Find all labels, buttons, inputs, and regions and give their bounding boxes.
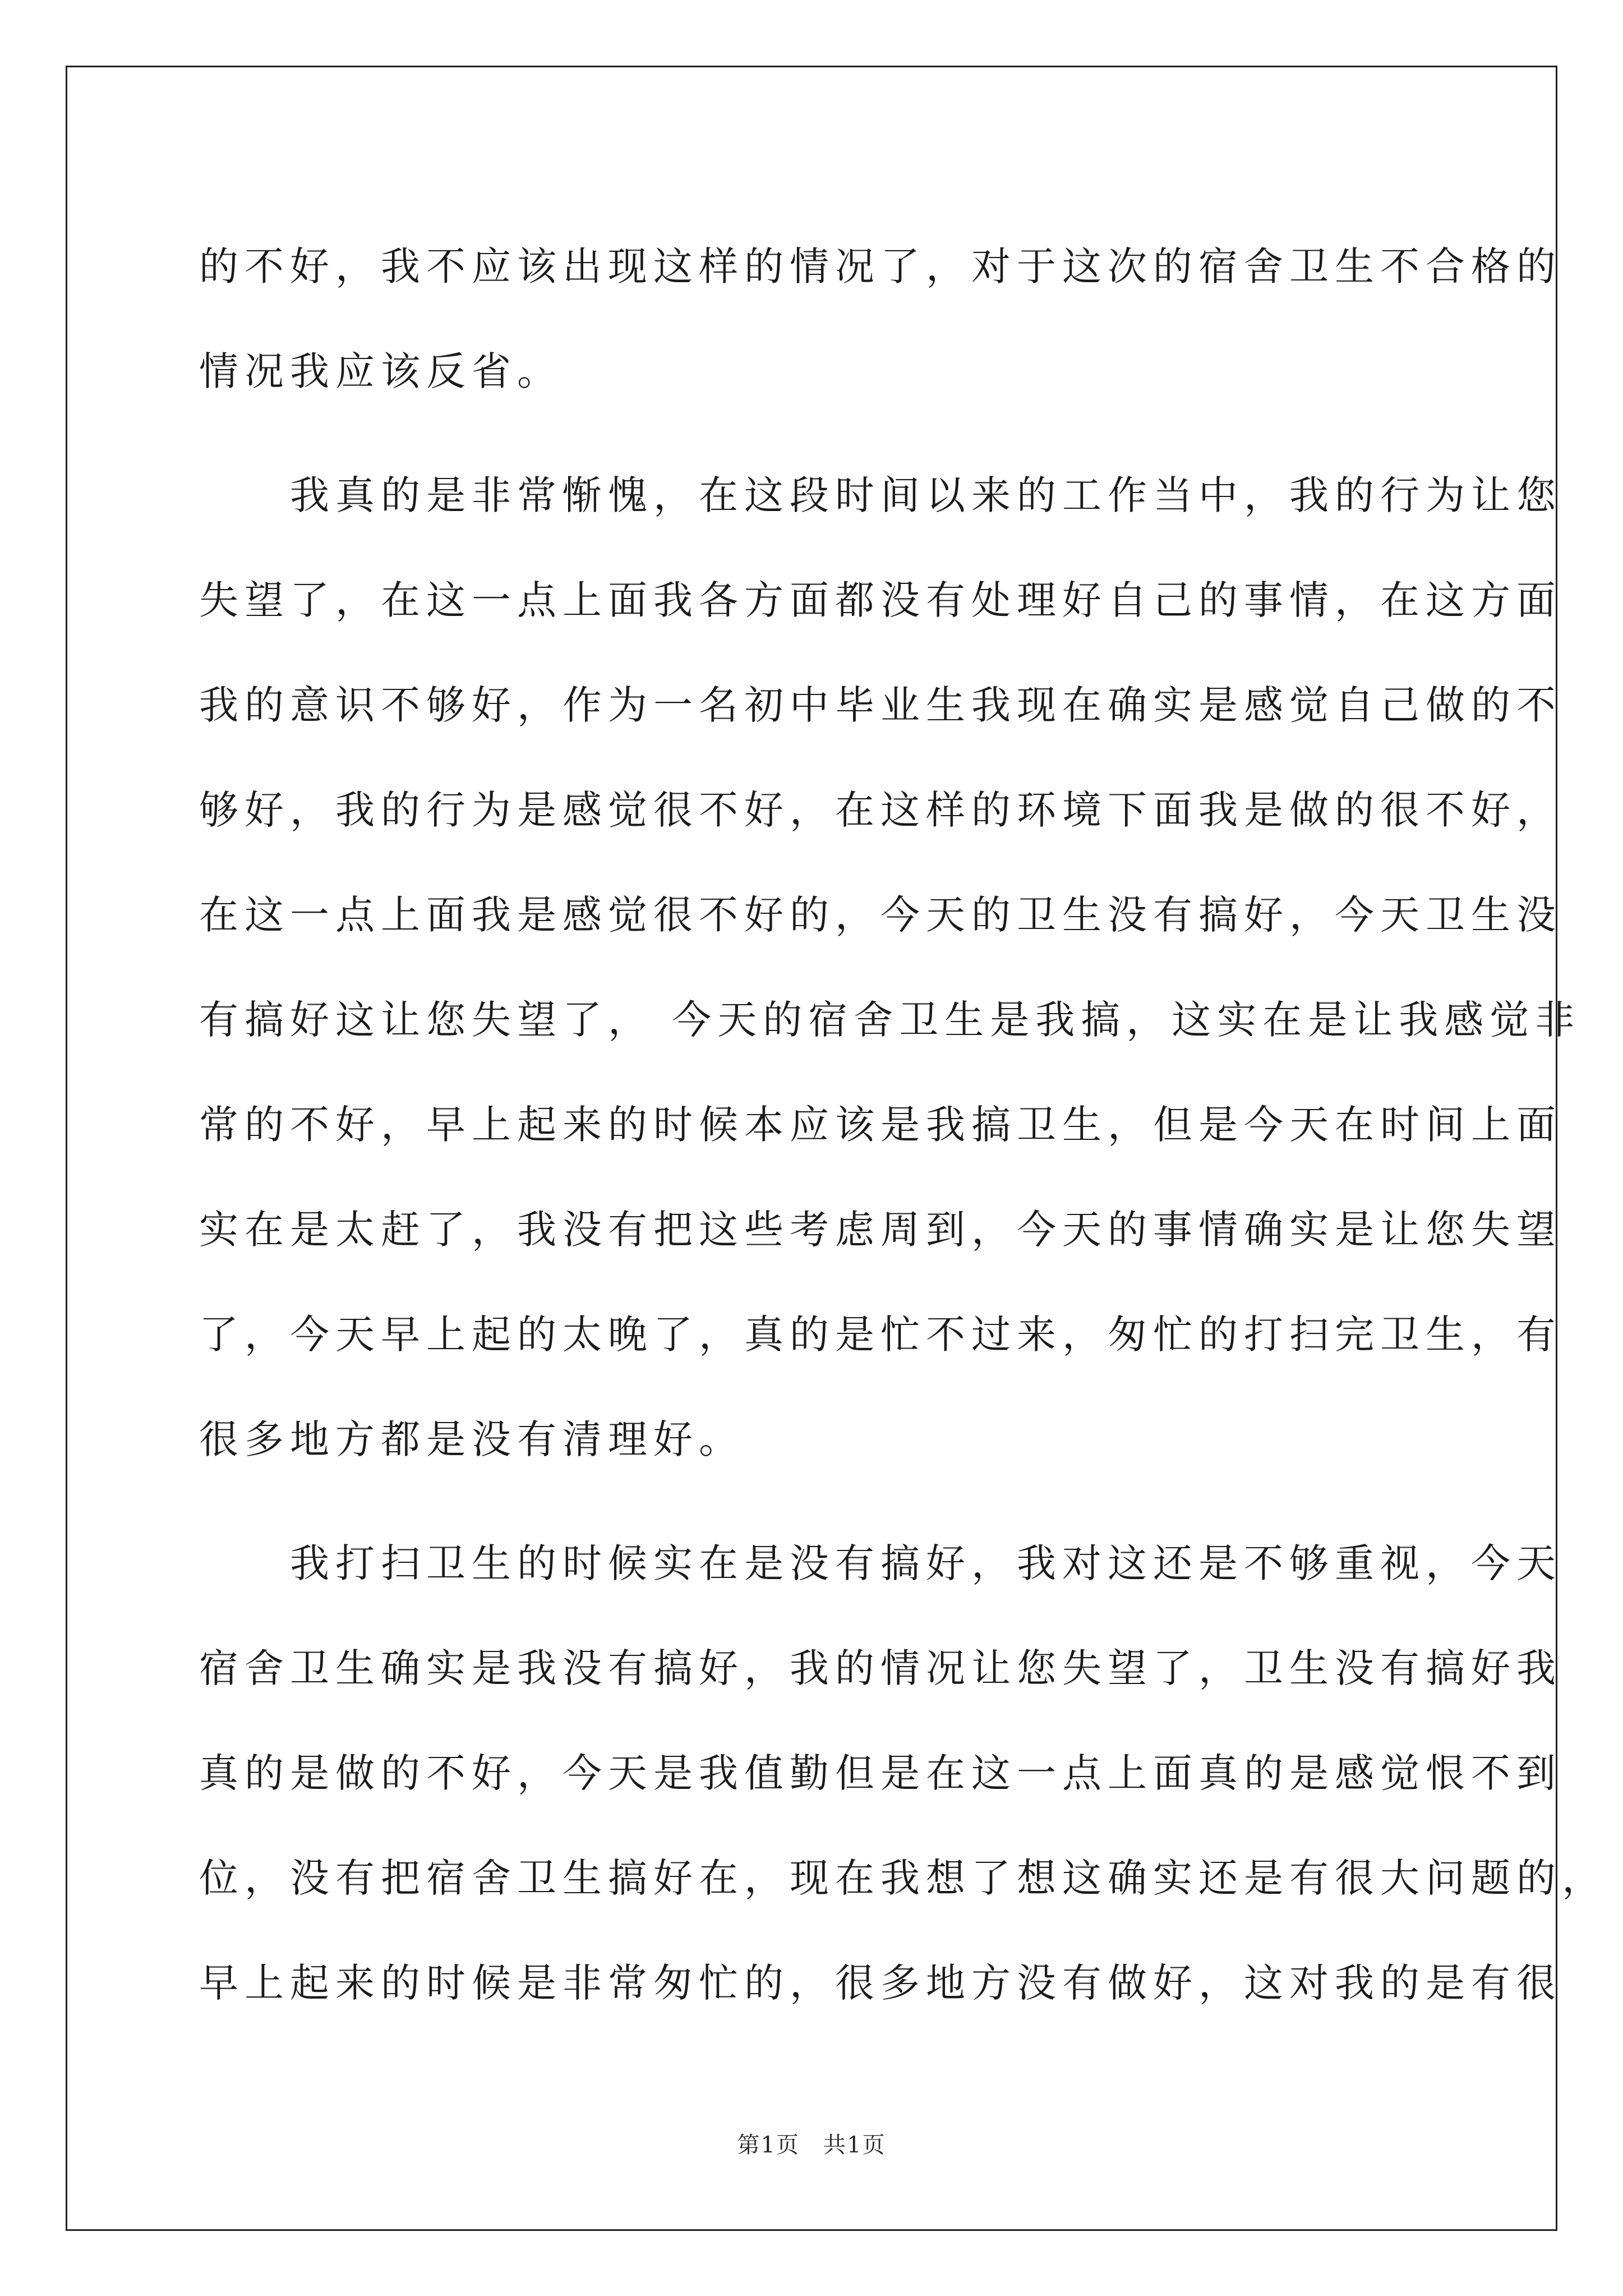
document-body [199,214,1607,2036]
text-line: 真的是做的不好，今天是我值勤但是在这一点上面真的是感觉恨不到 [199,1750,1562,1796]
text-line: 够好，我的行为是感觉很不好，在这样的环境下面我是做的很不好， [199,787,1562,833]
text-line: 的不好，我不应该出现这样的情况了，对于这次的宿舍卫生不合格的 [199,243,1562,289]
text-line: 情况我应该反省。 [199,348,562,394]
paragraph-gap [199,1492,1427,1511]
paragraph-gap [199,424,1427,443]
text-line: 常的不好，早上起来的时候本应该是我搞卫生，但是今天在时间上面 [199,1102,1562,1148]
paragraph [199,443,1581,1492]
text-line: 我的意识不够好，作为一名初中毕业生我现在确实是感觉自己做的不 [199,682,1562,728]
text-line: 位，没有把宿舍卫生搞好在，现在我想了想这确实还是有很大问题的， [199,1855,1607,1901]
text-line: 早上起来的时候是非常匆忙的，很多地方没有做好，这对我的是有很 [199,1960,1562,2006]
text-line: 我真的是非常惭愧，在这段时间以来的工作当中，我的行为让您 [199,472,1562,518]
text-line: 实在是太赶了，我没有把这些考虑周到，今天的事情确实是让您失望 [199,1207,1562,1253]
text-line: 宿舍卫生确实是我没有搞好，我的情况让您失望了，卫生没有搞好我 [199,1645,1562,1691]
text-line: 我打扫卫生的时候实在是没有搞好，我对这还是不够重视，今天 [199,1540,1562,1586]
paragraph [199,214,1562,424]
text-line: 有搞好这让您失望了， 今天的宿舍卫生是我搞，这实在是让我感觉非 [199,997,1581,1043]
page-number-footer: 第1页 共1页 [737,2132,886,2158]
text-line: 在这一点上面我是感觉很不好的，今天的卫生没有搞好，今天卫生没 [199,892,1562,938]
paragraph [199,1511,1607,2036]
text-line: 很多地方都是没有清理好。 [199,1416,744,1462]
text-line: 了，今天早上起的太晚了，真的是忙不过来，匆忙的打扫完卫生，有 [199,1312,1562,1358]
text-line: 失望了，在这一点上面我各方面都没有处理好自己的事情，在这方面 [199,577,1562,623]
